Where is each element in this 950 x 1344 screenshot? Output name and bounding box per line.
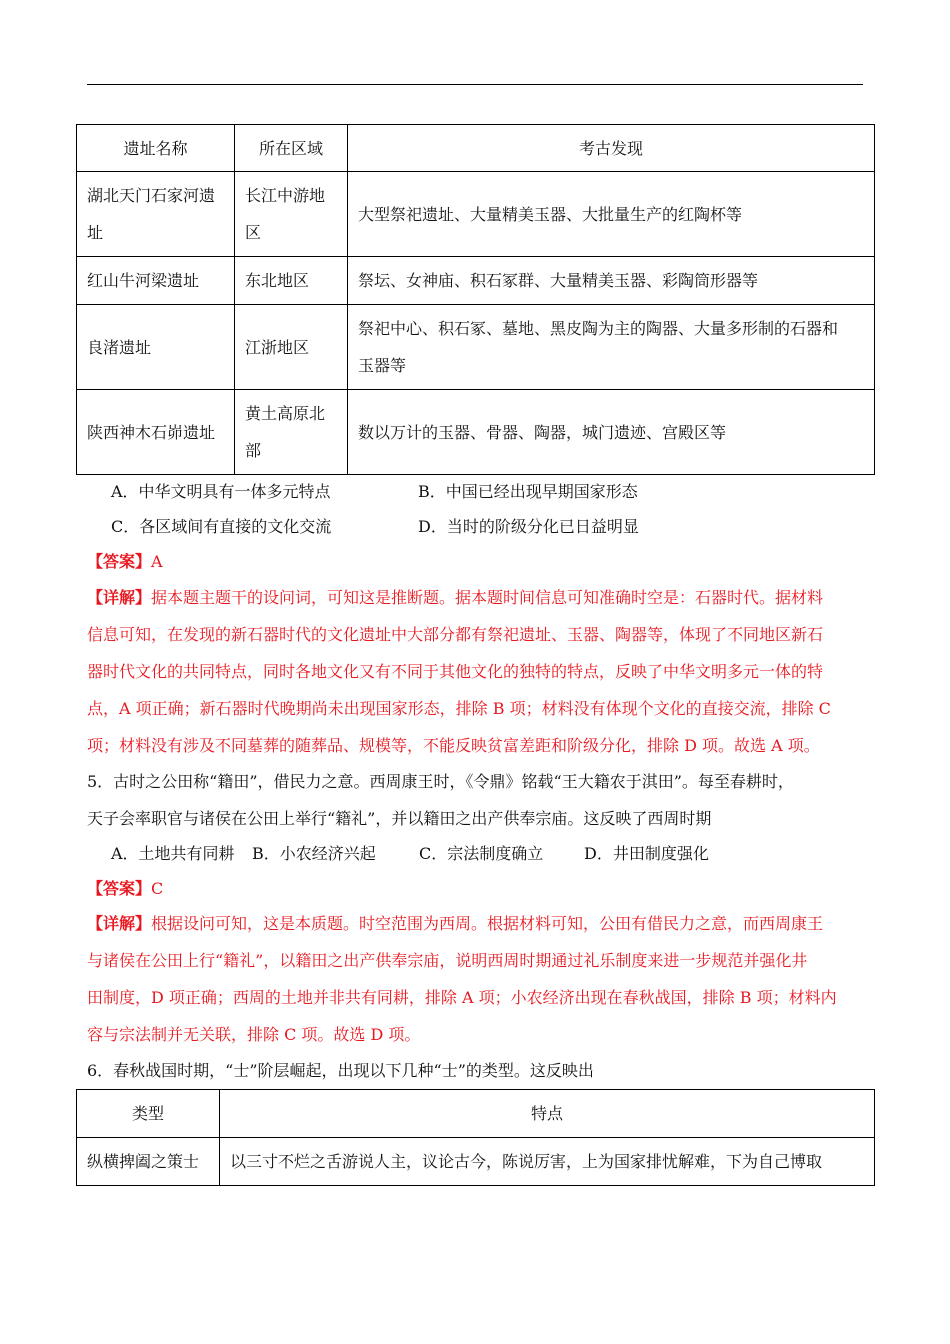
q4-option-d: D．当时的阶级分化已日益明显 <box>418 517 639 536</box>
q5-detail-line: 田制度，D 项正确；西周的土地并非共有同耕，排除 A 项；小农经济出现在春秋战国，排除 B 项；材料内 <box>87 988 837 1007</box>
q5-stem-line: 天子会率职官与诸侯在公田上举行“籍礼”，并以籍田之出产供奉宗庙。这反映了西周时期 <box>87 809 712 828</box>
region-cell: 长江中游地 区 <box>235 172 348 257</box>
site-name-cell: 湖北天门石家河遗 址 <box>77 172 235 257</box>
table-header-row <box>77 1090 875 1138</box>
q6-stem: 6．春秋战国时期，“士”阶层崛起，出现以下几种“士”的类型。这反映出 <box>87 1061 594 1080</box>
region-cell: 江浙地区 <box>235 305 348 390</box>
table-row <box>77 305 875 390</box>
feature-cell: 以三寸不烂之舌游说人主，议论古今，陈说厉害，上为国家排忧解难，下为自己博取 <box>220 1138 875 1186</box>
header-type: 类型 <box>77 1090 220 1138</box>
q4-option-a: A．中华文明具有一体多元特点 <box>111 482 331 501</box>
finds-cell: 祭祀中心、积石冢、墓地、黑皮陶为主的陶器、大量多形制的石器和 玉器等 <box>348 305 875 390</box>
type-cell: 纵横捭阖之策士 <box>77 1138 220 1186</box>
q4-detail-line: 信息可知，在发现的新石器时代的文化遗址中大部分都有祭祀遗址、玉器、陶器等，体现了不同地区新石 <box>87 625 824 644</box>
site-name-cell: 良渚遗址 <box>77 305 235 390</box>
header-site-name: 遗址名称 <box>77 125 235 172</box>
q4-detail-line: 器时代文化的共同特点，同时各地文化又有不同于其他文化的独特的特点，反映了中华文明多元一体的特 <box>87 662 824 681</box>
table-row <box>77 257 875 305</box>
q5-detail-line: 容与宗法制并无关联，排除 C 项。故选 D 项。 <box>87 1025 421 1044</box>
header-feature: 特点 <box>220 1090 875 1138</box>
archaeology-table <box>76 124 875 475</box>
q4-answer: 【答案】A <box>87 552 163 571</box>
header-region: 所在区域 <box>235 125 348 172</box>
q5-option-b: B．小农经济兴起 <box>252 844 376 863</box>
q5-detail-line: 【详解】根据设问可知，这是本质题。时空范围为西周。根据材料可知，公田有借民力之意，而西周康王 <box>87 914 824 933</box>
region-cell: 东北地区 <box>235 257 348 305</box>
q5-stem-line: 5．古时之公田称“籍田”，借民力之意。西周康王时，《令鼎》铭载“王大籍农于淇田”。每至春耕时， <box>87 772 794 791</box>
header-finds: 考古发现 <box>348 125 875 172</box>
region-cell: 黄土高原北 部 <box>235 390 348 475</box>
finds-cell: 祭坛、女神庙、积石冢群、大量精美玉器、彩陶筒形器等 <box>348 257 875 305</box>
q4-option-c: C．各区域间有直接的文化交流 <box>111 517 332 536</box>
finds-cell: 数以万计的玉器、骨器、陶器，城门遗迹、宫殿区等 <box>348 390 875 475</box>
q4-option-b: B．中国已经出现早期国家形态 <box>418 482 638 501</box>
table-row <box>77 1138 875 1186</box>
q5-option-d: D．井田制度强化 <box>584 844 709 863</box>
table-row <box>77 390 875 475</box>
q4-detail-line: 项；材料没有涉及不同墓葬的随葬品、规模等，不能反映贫富差距和阶级分化，排除 D 项。故选 A 项。 <box>87 736 820 755</box>
header-rule <box>87 84 863 85</box>
q4-detail-line: 点，A 项正确；新石器时代晚期尚未出现国家形态，排除 B 项；材料没有体现个文化的直接交流，排除 C <box>87 699 831 718</box>
scholar-types-table <box>76 1089 875 1186</box>
q5-option-a: A．土地共有同耕 <box>111 844 235 863</box>
table-row <box>77 172 875 257</box>
site-name-cell: 红山牛河梁遗址 <box>77 257 235 305</box>
site-name-cell: 陕西神木石峁遗址 <box>77 390 235 475</box>
q4-detail-line: 【详解】据本题主题干的设问词，可知这是推断题。据本题时间信息可知准确时空是：石器时代。据材料 <box>87 588 824 607</box>
table-header-row <box>77 125 875 172</box>
q5-option-c: C．宗法制度确立 <box>419 844 544 863</box>
q5-detail-line: 与诸侯在公田上行“籍礼”，以籍田之出产供奉宗庙，说明西周时期通过礼乐制度来进一步规范并强化井 <box>87 951 808 970</box>
finds-cell: 大型祭祀遗址、大量精美玉器、大批量生产的红陶杯等 <box>348 172 875 257</box>
q5-answer: 【答案】C <box>87 879 164 898</box>
